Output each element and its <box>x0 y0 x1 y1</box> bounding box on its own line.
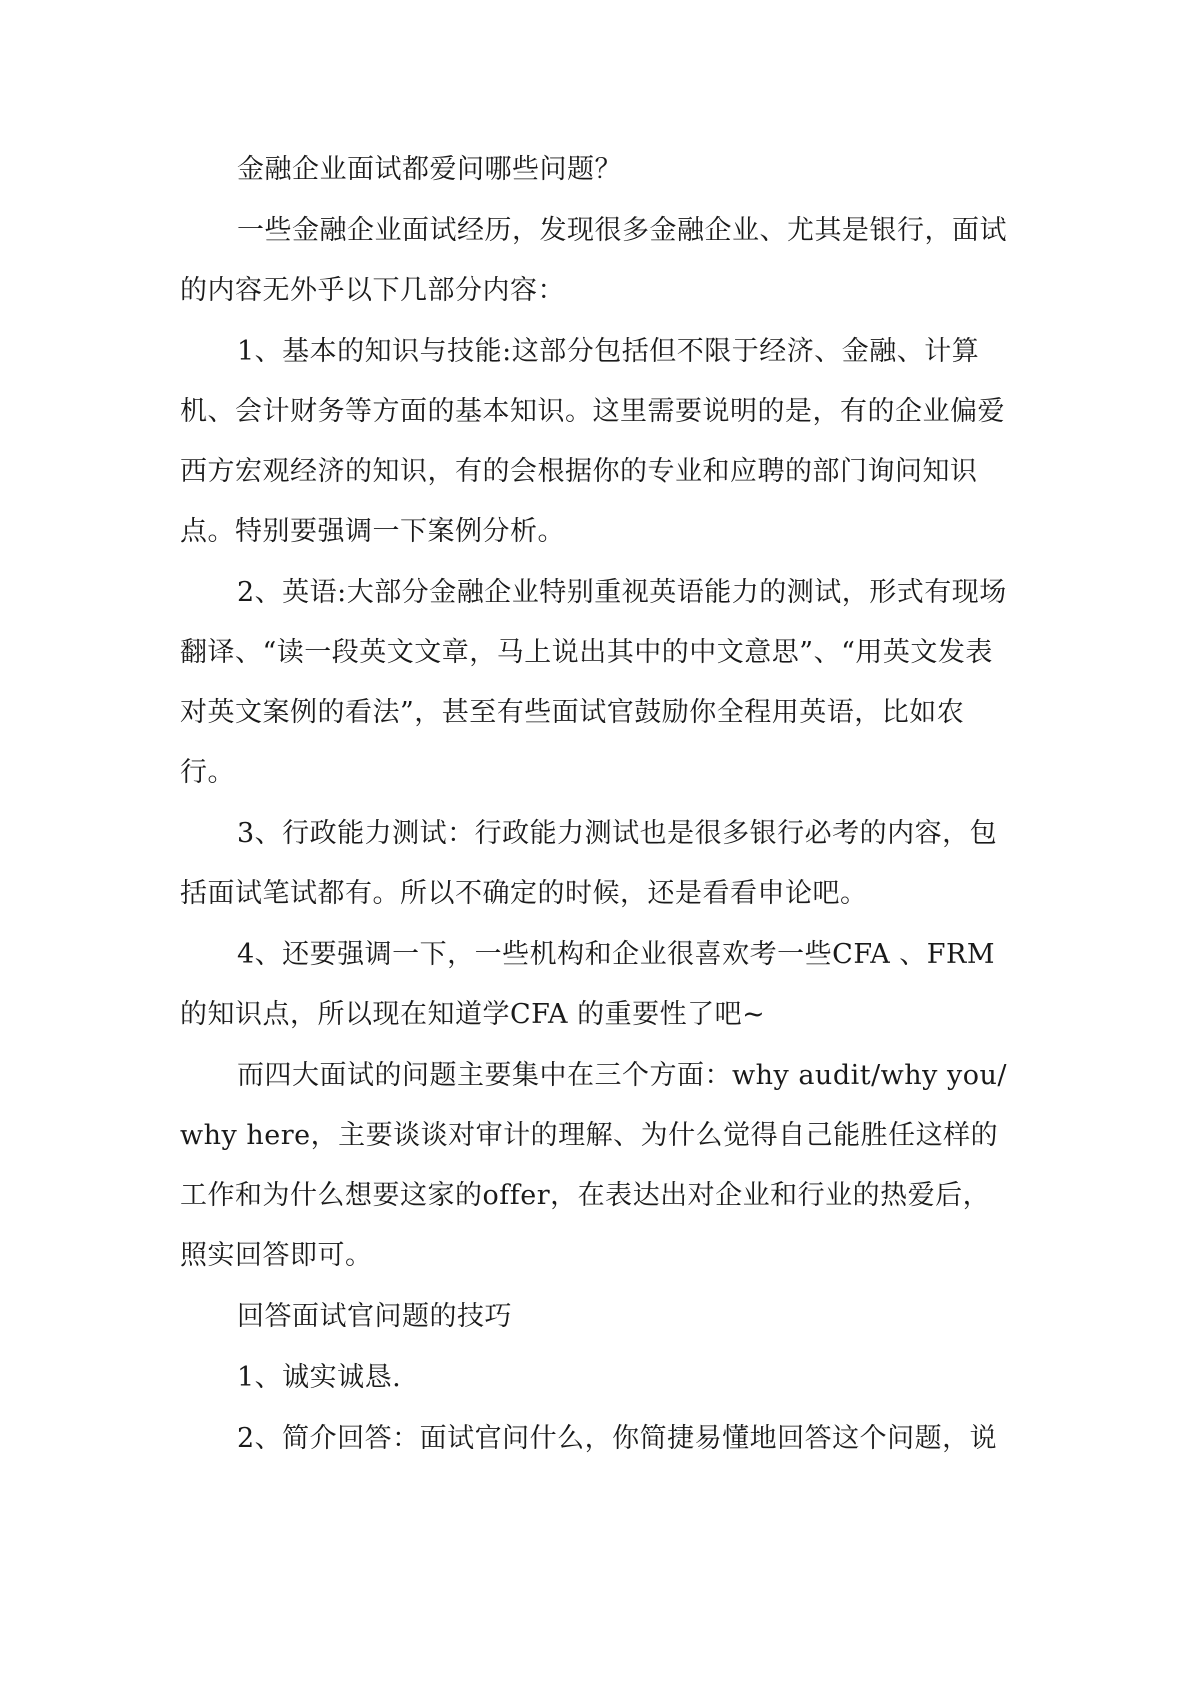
paragraph-big-four: 而四大面试的问题主要集中在三个方面：why audit/why you/why here，主要谈谈对审计的理解、为什么觉得自己能胜任这样的工作和为什么想要这家的offer，在表达出对企业和行业的热爱后，照实回答即可。 <box>180 1060 1008 1271</box>
paragraph-basic-knowledge: 1、基本的知识与技能:这部分包括但不限于经济、金融、计算机、会计财务等方面的基本知识。这里需要说明的是，有的企业偏爱西方宏观经济的知识，有的会根据你的专业和应聘的部门询问知识点。特别要强调一下案例分析。 <box>180 336 1005 547</box>
paragraph-english: 2、英语:大部分金融企业特别重视英语能力的测试，形式有现场翻译、“读一段英文文章，马上说出其中的中文意思”、“用英文发表对英文案例的看法”，甚至有些面试官鼓励你全程用英语，比如农行。 <box>180 577 1007 788</box>
paragraph-tip-honesty: 1、诚实诚恳. <box>237 1362 402 1393</box>
heading-finance-interview-questions: 金融企业面试都爱问哪些问题？ <box>237 154 622 185</box>
paragraph-cfa-frm: 4、还要强调一下，一些机构和企业很喜欢考一些CFA 、FRM 的知识点，所以现在知道学CFA 的重要性了吧~ <box>180 939 996 1030</box>
paragraph-intro: 一些金融企业面试经历，发现很多金融企业、尤其是银行，面试的内容无外乎以下几部分内容： <box>180 215 1007 306</box>
document-body <box>180 140 1010 1470</box>
paragraph-tip-concise: 2、简介回答：面试官问什么，你简捷易懂地回答这个问题，说 <box>237 1423 998 1454</box>
heading-answer-tips: 回答面试官问题的技巧 <box>237 1301 512 1332</box>
paragraph-admin-ability: 3、行政能力测试：行政能力测试也是很多银行必考的内容，包括面试笔试都有。所以不确定的时候，还是看看申论吧。 <box>180 818 998 909</box>
